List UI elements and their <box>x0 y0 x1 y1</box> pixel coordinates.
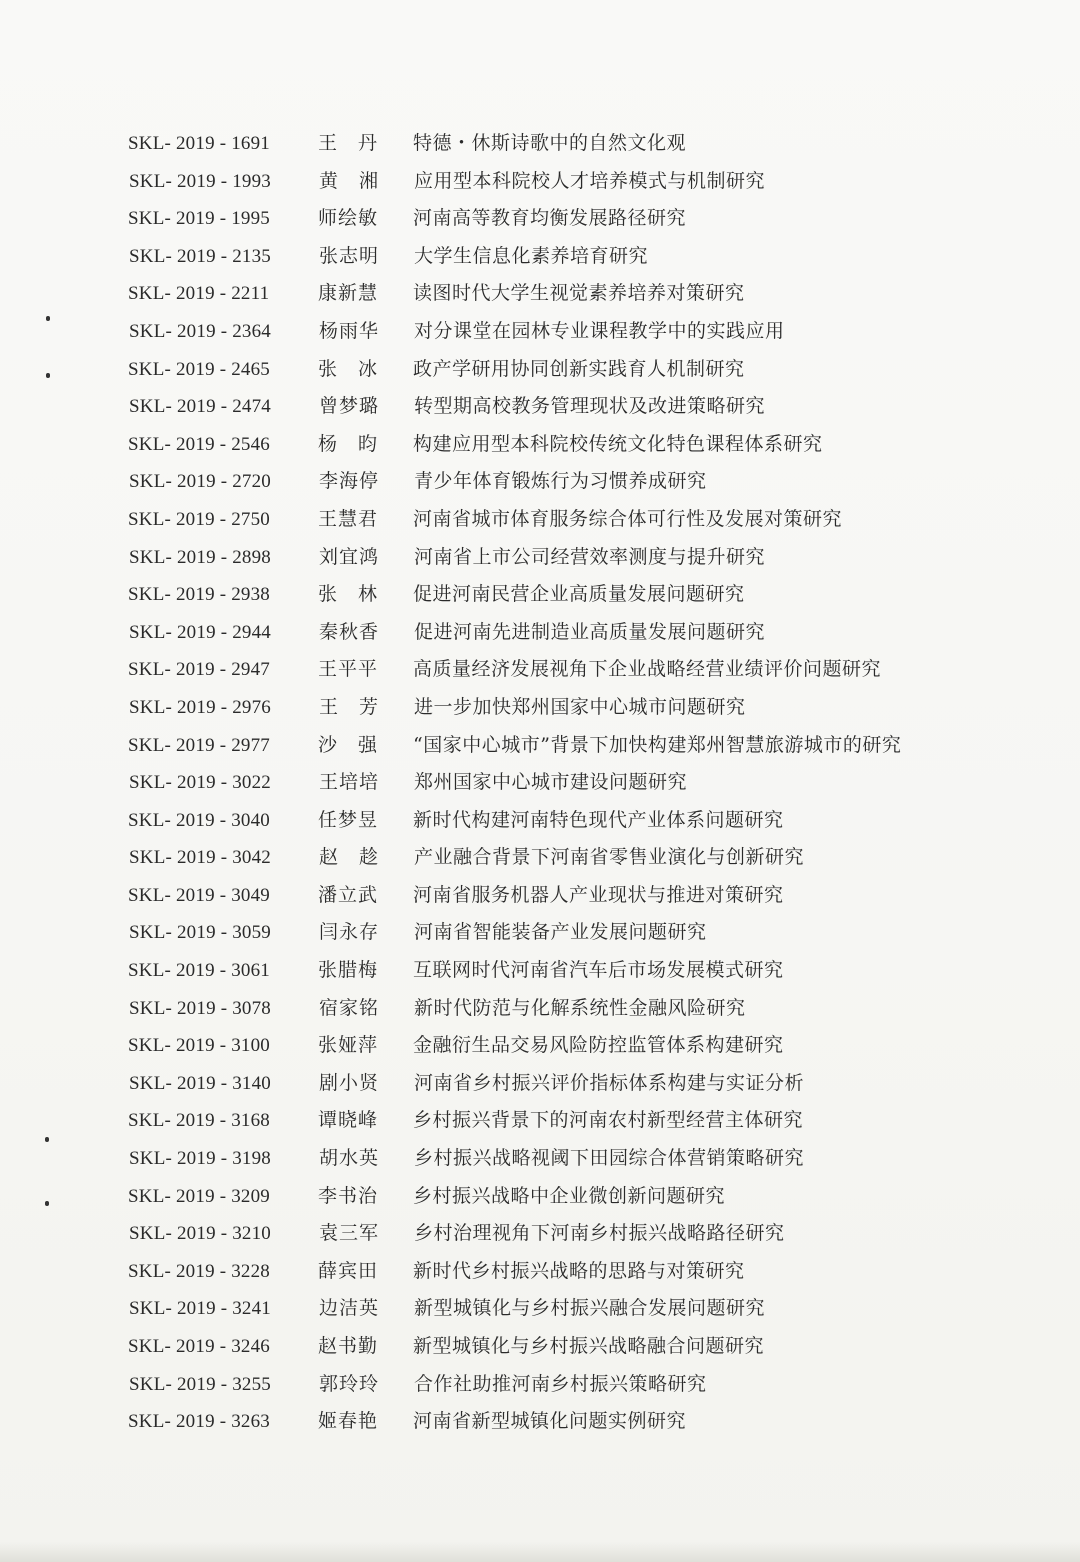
list-item <box>0 727 1080 765</box>
list-item <box>1 163 1080 201</box>
project-code: SKL- 2019 - 2474 <box>129 396 271 418</box>
researcher-name: 康新慧 <box>318 282 379 305</box>
list-item <box>1 1290 1080 1328</box>
project-code: SKL- 2019 - 2944 <box>129 621 271 643</box>
list-item <box>0 1102 1080 1140</box>
researcher-name: 宿家铭 <box>319 996 380 1019</box>
list-item <box>0 351 1080 389</box>
project-code: SKL- 2019 - 3022 <box>129 772 271 794</box>
researcher-name: 秦秋香 <box>319 620 380 643</box>
project-title: 读图时代大学生视觉素养培养对策研究 <box>413 282 745 305</box>
list-item <box>0 952 1080 990</box>
project-code: SKL- 2019 - 2211 <box>128 283 270 305</box>
researcher-name: 王平平 <box>318 658 379 681</box>
researcher-name: 李海停 <box>319 470 380 493</box>
list-item <box>1 463 1080 501</box>
researcher-name: 谭晓峰 <box>318 1109 379 1132</box>
project-code: SKL- 2019 - 2364 <box>129 320 271 342</box>
list-item <box>0 1027 1080 1065</box>
list-item <box>1 313 1080 351</box>
project-code: SKL- 2019 - 3241 <box>129 1298 271 1320</box>
project-title: 大学生信息化素养培育研究 <box>414 244 649 267</box>
researcher-name: 刘宜鸿 <box>319 545 380 568</box>
researcher-name: 师绘敏 <box>318 207 379 230</box>
researcher-name: 曾梦璐 <box>319 395 380 418</box>
project-code: SKL- 2019 - 3228 <box>128 1260 270 1282</box>
list-item <box>1 238 1080 276</box>
project-code: SKL- 2019 - 1691 <box>128 133 270 154</box>
researcher-name: 沙 强 <box>318 733 379 756</box>
list-item <box>1 539 1080 577</box>
researcher-name: 姬春艳 <box>318 1410 379 1433</box>
list-item <box>0 576 1080 614</box>
project-title: 合作社助推河南乡村振兴策略研究 <box>414 1372 707 1395</box>
project-code: SKL- 2019 - 3246 <box>128 1336 270 1357</box>
researcher-name: 剧小贤 <box>319 1071 380 1094</box>
project-title: 新型城镇化与乡村振兴战略融合问题研究 <box>413 1335 765 1357</box>
project-title: 高质量经济发展视角下企业战略经营业绩评价问题研究 <box>413 658 882 681</box>
researcher-name: 任梦昱 <box>318 808 379 831</box>
researcher-name: 胡水英 <box>319 1147 380 1170</box>
project-title: 河南省上市公司经营效率测度与提升研究 <box>414 545 766 568</box>
researcher-name: 张 林 <box>318 583 379 606</box>
list-item <box>1 914 1080 952</box>
project-code: SKL- 2019 - 3042 <box>129 847 271 869</box>
project-title: 促进河南先进制造业高质量发展问题研究 <box>414 620 766 643</box>
project-code: SKL- 2019 - 3198 <box>129 1148 271 1170</box>
list-item <box>1 689 1080 727</box>
project-title: 河南省乡村振兴评价指标体系构建与实证分析 <box>414 1071 805 1094</box>
project-title: 乡村治理视角下河南乡村振兴战略路径研究 <box>414 1222 785 1245</box>
project-code: SKL- 2019 - 3168 <box>128 1110 270 1132</box>
project-title: 乡村振兴背景下的河南农村新型经营主体研究 <box>413 1109 804 1132</box>
project-title: 进一步加快郑州国家中心城市问题研究 <box>414 695 746 718</box>
researcher-name: 闫永存 <box>319 921 380 944</box>
researcher-name: 杨雨华 <box>319 319 380 342</box>
researcher-name: 边洁英 <box>319 1297 380 1320</box>
researcher-name: 张娅萍 <box>318 1034 379 1057</box>
project-code: SKL- 2019 - 3140 <box>129 1072 271 1094</box>
project-title: 新型城镇化与乡村振兴融合发展问题研究 <box>414 1297 766 1320</box>
project-code: SKL- 2019 - 2465 <box>128 358 270 380</box>
list-item <box>1 990 1080 1028</box>
project-title: 河南省智能装备产业发展问题研究 <box>414 921 707 944</box>
project-title: 产业融合背景下河南省零售业演化与创新研究 <box>414 846 805 869</box>
list-item <box>0 877 1080 915</box>
project-title: 转型期高校教务管理现状及改进策略研究 <box>414 395 766 418</box>
project-title: 河南省服务机器人产业现状与推进对策研究 <box>413 883 784 906</box>
project-code: SKL- 2019 - 2720 <box>129 471 271 493</box>
project-title: 促进河南民营企业高质量发展问题研究 <box>413 583 745 606</box>
project-title: 河南省城市体育服务综合体可行性及发展对策研究 <box>413 507 843 530</box>
list-item <box>0 1403 1080 1441</box>
project-title: “国家中心城市”背景下加快构建郑州智慧旅游城市的研究 <box>413 733 902 756</box>
project-title: 特德・休斯诗歌中的自然文化观 <box>413 132 687 154</box>
list-item <box>0 426 1080 464</box>
list-item <box>0 501 1080 539</box>
project-title: 新时代乡村振兴战略的思路与对策研究 <box>413 1259 745 1282</box>
list-item <box>1 764 1080 802</box>
project-code: SKL- 2019 - 3078 <box>129 997 271 1019</box>
project-title: 应用型本科院校人才培养模式与机制研究 <box>414 169 766 192</box>
researcher-name: 袁三军 <box>319 1222 380 1245</box>
project-code: SKL- 2019 - 3209 <box>128 1185 270 1207</box>
project-title: 青少年体育锻炼行为习惯养成研究 <box>414 470 707 493</box>
project-title: 互联网时代河南省汽车后市场发展模式研究 <box>413 959 784 982</box>
project-title: 乡村振兴战略视阈下田园综合体营销策略研究 <box>414 1147 805 1170</box>
list-item <box>1 839 1080 877</box>
project-code: SKL- 2019 - 2750 <box>128 508 270 530</box>
project-code: SKL- 2019 - 3263 <box>128 1411 270 1433</box>
project-title: 乡村振兴战略中企业微创新问题研究 <box>413 1184 726 1207</box>
project-title: 河南高等教育均衡发展路径研究 <box>413 207 687 230</box>
project-title: 构建应用型本科院校传统文化特色课程体系研究 <box>413 432 823 455</box>
researcher-name: 张腊梅 <box>318 959 379 982</box>
researcher-name: 赵 趁 <box>319 846 380 869</box>
researcher-name: 赵书勤 <box>318 1335 379 1357</box>
project-code: SKL- 2019 - 2947 <box>128 659 270 681</box>
researcher-name: 薛宾田 <box>318 1259 379 1282</box>
project-title: 河南省新型城镇化问题实例研究 <box>413 1410 687 1433</box>
project-title: 政产学研用协同创新实践育人机制研究 <box>413 357 745 380</box>
list-item <box>0 651 1080 689</box>
project-code: SKL- 2019 - 2898 <box>129 546 271 568</box>
project-code: SKL- 2019 - 3049 <box>128 884 270 906</box>
researcher-name: 李书治 <box>318 1184 379 1207</box>
project-code: SKL- 2019 - 2135 <box>129 245 271 267</box>
project-code: SKL- 2019 - 2938 <box>128 584 270 606</box>
list-item <box>0 1328 1080 1366</box>
list-item <box>1 1215 1080 1253</box>
project-code: SKL- 2019 - 2546 <box>128 433 270 455</box>
researcher-name: 张志明 <box>319 244 380 267</box>
project-title: 对分课堂在园林专业课程教学中的实践应用 <box>414 319 785 342</box>
project-code: SKL- 2019 - 3100 <box>128 1035 270 1057</box>
project-title: 金融衍生品交易风险防控监管体系构建研究 <box>413 1034 784 1057</box>
project-code: SKL- 2019 - 3255 <box>129 1373 271 1395</box>
project-title: 新时代防范与化解系统性金融风险研究 <box>414 996 746 1019</box>
list-item <box>1 1366 1080 1404</box>
researcher-name: 王 丹 <box>318 132 379 154</box>
project-code: SKL- 2019 - 1995 <box>128 208 270 230</box>
project-code: SKL- 2019 - 2976 <box>129 696 271 718</box>
project-title: 郑州国家中心城市建设问题研究 <box>414 771 688 794</box>
researcher-name: 王慧君 <box>318 507 379 530</box>
researcher-name: 张 冰 <box>318 357 379 380</box>
researcher-name: 潘立武 <box>318 883 379 906</box>
page-edge-shadow <box>0 1542 1080 1562</box>
list-item <box>0 1178 1080 1216</box>
list-item <box>1 1065 1080 1103</box>
project-code: SKL- 2019 - 3040 <box>128 809 270 831</box>
researcher-name: 郭玲玲 <box>319 1372 380 1395</box>
list-item <box>1 614 1080 652</box>
list-item <box>0 1253 1080 1291</box>
project-code: SKL- 2019 - 2977 <box>128 734 270 756</box>
project-code: SKL- 2019 - 3061 <box>128 960 270 982</box>
project-title: 新时代构建河南特色现代产业体系问题研究 <box>413 808 784 831</box>
researcher-name: 王 芳 <box>319 695 380 718</box>
list-item <box>1 1140 1080 1178</box>
researcher-name: 王培培 <box>319 771 380 794</box>
list-item <box>0 802 1080 840</box>
project-list <box>0 125 1080 1441</box>
project-code: SKL- 2019 - 3210 <box>129 1223 271 1245</box>
list-item <box>0 275 1080 313</box>
list-item <box>0 200 1080 238</box>
project-code: SKL- 2019 - 1993 <box>129 170 271 192</box>
list-item <box>0 125 1080 163</box>
researcher-name: 黄 湘 <box>319 169 380 192</box>
list-item <box>1 388 1080 426</box>
researcher-name: 杨 昀 <box>318 432 379 455</box>
project-code: SKL- 2019 - 3059 <box>129 922 271 944</box>
